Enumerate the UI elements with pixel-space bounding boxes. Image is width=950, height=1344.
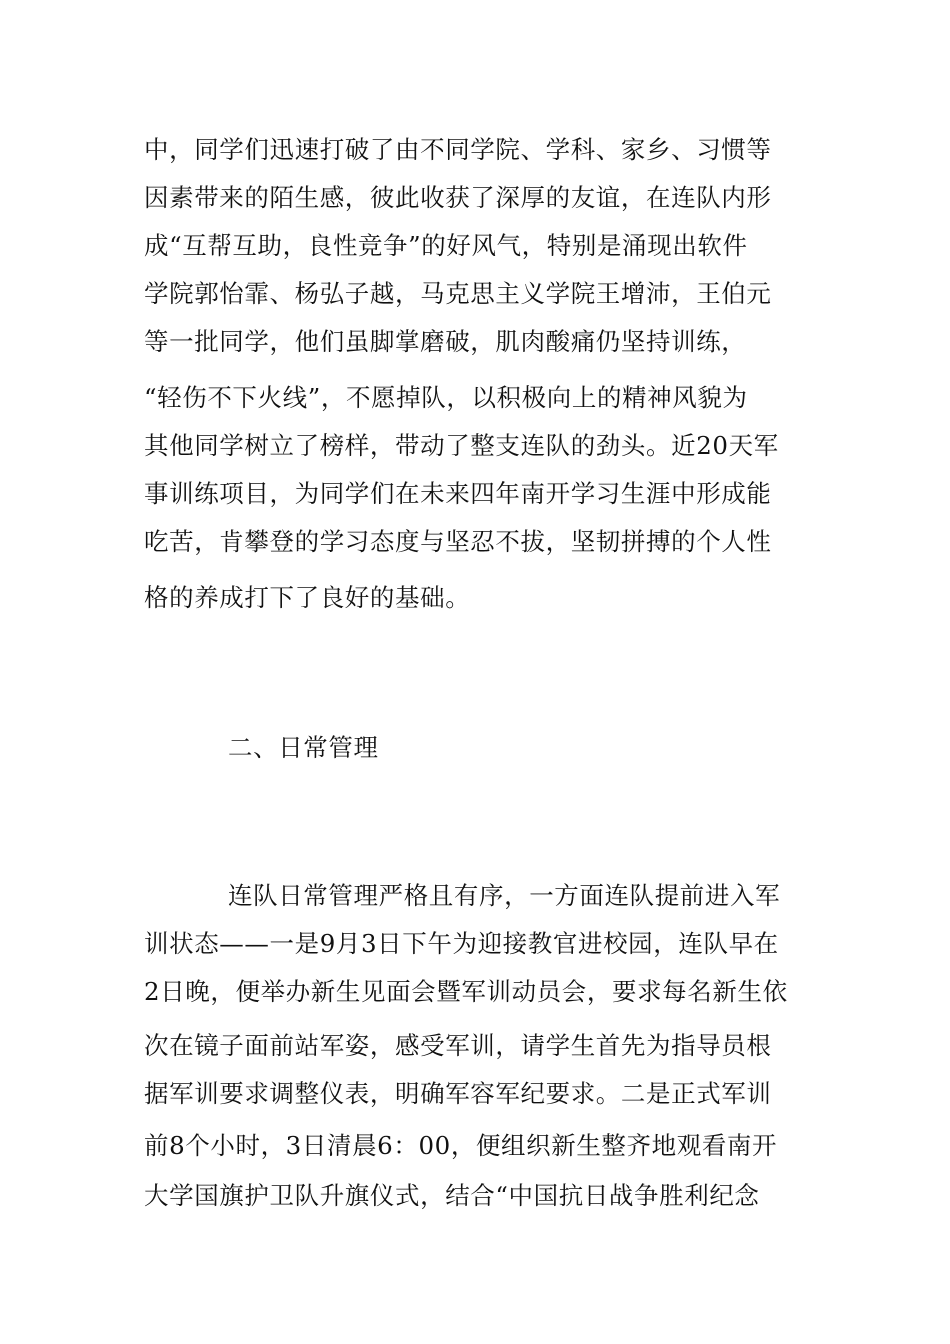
paragraph-line: 前8个小时，3日清晨6：00，便组织新生整齐地观看南开 — [144, 1131, 778, 1160]
paragraph-line: 2日晚，便举办新生见面会暨军训动员会，要求每名新生依 — [144, 977, 788, 1006]
paragraph-line: 训状态——一是9月3日下午为迎接教官进校园，连队早在 — [144, 929, 779, 958]
paragraph-line: 大学国旗护卫队升旗仪式，结合“中国抗日战争胜利纪念 — [144, 1181, 760, 1210]
paragraph-line: 吃苦，肯攀登的学习态度与坚忍不拔，坚韧拼搏的个人性 — [144, 527, 772, 556]
paragraph-line: 等一批同学，他们虽脚掌磨破，肌肉酸痛仍坚持训练， — [144, 327, 747, 356]
paragraph-line: 次在镜子面前站军姿，感受军训，请学生首先为指导员根 — [144, 1031, 772, 1060]
paragraph-line: 连队日常管理严格且有序，一方面连队提前进入军 — [228, 881, 781, 910]
paragraph-line: 据军训要求调整仪表，明确军容军纪要求。二是正式军训 — [144, 1079, 772, 1108]
paragraph-line: 格的养成打下了良好的基础。 — [144, 583, 471, 612]
paragraph-line: 成“互帮互助，良性竞争”的好风气，特别是涌现出软件 — [144, 231, 748, 260]
paragraph-line: 因素带来的陌生感，彼此收获了深厚的友谊，在连队内形 — [144, 183, 772, 212]
paragraph-line: 学院郭怡霏、杨弘子越，马克思主义学院王增沛，王伯元 — [144, 279, 772, 308]
section-heading: 二、日常管理 — [228, 733, 379, 762]
paragraph-line: “轻伤不下火线”，不愿掉队，以积极向上的精神风貌为 — [144, 383, 748, 412]
paragraph-line: 事训练项目，为同学们在未来四年南开学习生涯中形成能 — [144, 479, 772, 508]
paragraph-line: 中，同学们迅速打破了由不同学院、学科、家乡、习惯等 — [144, 135, 772, 164]
paragraph-line: 其他同学树立了榜样，带动了整支连队的劲头。近20天军 — [144, 431, 779, 460]
